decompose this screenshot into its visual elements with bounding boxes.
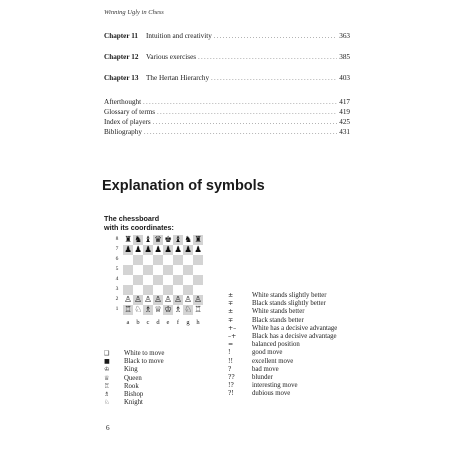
chess-piece-icon: ♘ <box>134 305 142 315</box>
chess-piece-icon: ♟ <box>184 245 192 255</box>
toc-entry-index-of-players[interactable] <box>104 118 350 128</box>
rank-label: 6 <box>115 256 119 262</box>
toc-entry-bibliography[interactable] <box>104 128 350 138</box>
toc-leader-dots <box>143 98 337 108</box>
toc-entry-afterthought[interactable] <box>104 98 350 108</box>
chessboard <box>123 235 203 315</box>
chess-piece-icon: ♘ <box>184 305 192 315</box>
board-square <box>123 265 133 275</box>
black-to-move-icon: ■ <box>104 358 110 366</box>
evaluation-legend-item <box>228 366 337 374</box>
evaluation-symbol: –+ <box>228 333 237 341</box>
chess-piece-icon: ♙ <box>174 295 182 305</box>
evaluation-text: White stands slightly better <box>252 292 327 299</box>
board-square <box>133 265 143 275</box>
evaluation-text: excellent move <box>252 357 294 365</box>
chess-piece-icon: ♝ <box>174 235 182 245</box>
legend-item-knight <box>104 399 164 407</box>
evaluation-symbol: ?? <box>228 374 235 382</box>
toc-page-number: 363 <box>339 32 350 40</box>
chess-piece-icon: ♕ <box>154 305 162 315</box>
board-square <box>153 285 163 295</box>
rank-label: 2 <box>115 296 119 302</box>
chess-piece-icon: ♙ <box>184 295 192 305</box>
rank-label: 7 <box>115 246 119 252</box>
rank-label: 5 <box>115 266 119 272</box>
legend-text: White to move <box>124 350 165 357</box>
file-label: g <box>186 319 190 326</box>
board-square <box>173 255 183 265</box>
board-caption-line: The chessboard <box>104 214 160 223</box>
chess-piece-icon: ♚ <box>164 235 172 245</box>
board-square <box>193 285 203 295</box>
evaluation-symbol: ∓ <box>228 300 234 308</box>
chess-piece-icon: ♟ <box>124 245 132 255</box>
legend-item-rook <box>104 383 164 391</box>
evaluation-text: White stands better <box>252 308 305 316</box>
board-square <box>123 255 133 265</box>
evaluation-legend <box>228 292 337 399</box>
chess-piece-icon: ♞ <box>184 235 192 245</box>
board-square <box>143 275 153 285</box>
board-square <box>133 285 143 295</box>
legend-text: Rook <box>124 382 139 390</box>
chess-piece-icon: ♖ <box>194 305 202 315</box>
toc-chapter-label: Chapter 11 <box>104 32 139 40</box>
board-square <box>153 265 163 275</box>
board-square <box>183 265 193 275</box>
board-square <box>143 285 153 295</box>
white-to-move-icon: ❑ <box>104 350 110 357</box>
chess-piece-icon: ♟ <box>144 245 152 255</box>
board-square <box>133 275 143 285</box>
toc-entry-chapter-12[interactable] <box>104 53 350 63</box>
knight-icon: ♘ <box>104 399 110 407</box>
toc-chapter-title: Various exercises <box>146 53 197 61</box>
rank-label: 4 <box>115 276 119 282</box>
evaluation-symbol: = <box>228 341 234 349</box>
evaluation-text: interesting move <box>252 382 298 390</box>
rank-label: 3 <box>115 286 119 292</box>
toc-leader-dots <box>214 32 337 42</box>
board-square <box>183 275 193 285</box>
legend-item-bishop <box>104 391 164 399</box>
board-square <box>143 265 153 275</box>
toc-page-number: 417 <box>339 98 350 106</box>
board-square <box>143 255 153 265</box>
evaluation-legend-item <box>228 374 337 382</box>
toc-entry-glossary[interactable] <box>104 108 350 118</box>
file-labels <box>123 319 203 327</box>
rank-label: 1 <box>115 306 119 312</box>
evaluation-legend-item <box>228 317 337 325</box>
bishop-icon: ♗ <box>104 391 110 399</box>
file-label: f <box>176 319 180 326</box>
legend-text: King <box>124 366 138 374</box>
running-head: Winning Ugly in Chess <box>104 9 164 16</box>
toc-leader-dots <box>144 128 337 138</box>
chess-piece-icon: ♝ <box>144 235 152 245</box>
file-label: d <box>156 319 160 326</box>
toc-chapter-label: Chapter 12 <box>104 53 139 61</box>
board-square <box>163 285 173 295</box>
toc-page-number: 425 <box>339 118 350 126</box>
legend-text: Bishop <box>124 391 144 399</box>
evaluation-legend-item <box>228 358 337 366</box>
chess-piece-icon: ♙ <box>154 295 162 305</box>
evaluation-legend-item <box>228 333 337 341</box>
board-square <box>153 255 163 265</box>
toc-entry-title: Bibliography <box>104 128 142 136</box>
board-square <box>173 275 183 285</box>
legend-item-king <box>104 366 164 374</box>
chess-piece-icon: ♗ <box>144 305 152 315</box>
chess-piece-icon: ♜ <box>124 235 132 245</box>
evaluation-symbol: ! <box>228 349 231 357</box>
evaluation-legend-item <box>228 382 337 390</box>
file-label: e <box>166 319 170 326</box>
board-square <box>193 275 203 285</box>
file-label: h <box>196 319 200 326</box>
evaluation-symbol: ? <box>228 365 232 373</box>
board-square <box>183 255 193 265</box>
evaluation-legend-item <box>228 300 337 308</box>
board-square <box>173 265 183 275</box>
evaluation-symbol: ± <box>228 308 234 316</box>
file-label: b <box>136 319 140 326</box>
chess-piece-icon: ♙ <box>124 295 132 305</box>
evaluation-symbol: ∓ <box>228 316 234 324</box>
toc-entry-chapter-11[interactable] <box>104 32 350 42</box>
queen-icon: ♕ <box>104 374 110 382</box>
toc-chapter-title: Intuition and creativity <box>146 32 212 40</box>
toc-entry-title: Index of players <box>104 118 151 126</box>
piece-legend <box>104 350 164 407</box>
toc-page-number: 419 <box>339 108 350 116</box>
chess-piece-icon: ♟ <box>134 245 142 255</box>
evaluation-symbol: !! <box>228 357 233 365</box>
board-square <box>183 285 193 295</box>
board-caption-line: with its coordinates: <box>104 223 174 232</box>
evaluation-text: White has a decisive advantage <box>252 324 338 332</box>
rook-icon: ♖ <box>104 382 110 390</box>
chess-piece-icon: ♙ <box>144 295 152 305</box>
evaluation-symbol: +– <box>228 324 237 332</box>
toc-page-number: 403 <box>339 74 350 82</box>
board-square <box>123 275 133 285</box>
evaluation-text: dubious move <box>252 390 291 398</box>
chess-piece-icon: ♖ <box>124 305 132 315</box>
toc-leader-dots <box>198 53 337 63</box>
legend-text: Knight <box>124 399 143 407</box>
toc-page-number: 385 <box>339 53 350 61</box>
legend-text: Black to move <box>124 358 164 366</box>
evaluation-text: Black stands slightly better <box>252 300 326 308</box>
board-square <box>123 285 133 295</box>
file-label: a <box>126 319 130 326</box>
page-number: 6 <box>106 424 110 432</box>
toc-entry-title: Afterthought <box>104 98 142 106</box>
toc-leader-dots <box>157 108 337 118</box>
evaluation-legend-item <box>228 292 337 300</box>
legend-item-queen <box>104 375 164 383</box>
chess-piece-icon: ♜ <box>194 235 202 245</box>
legend-item-black-to-move <box>104 358 164 366</box>
evaluation-text: bad move <box>252 365 279 373</box>
board-caption <box>104 214 244 232</box>
chess-piece-icon: ♟ <box>174 245 182 255</box>
chess-piece-icon: ♟ <box>194 245 202 255</box>
board-square <box>153 275 163 285</box>
king-icon: ♔ <box>104 366 110 374</box>
chess-piece-icon: ♙ <box>164 295 172 305</box>
board-square <box>193 255 203 265</box>
chess-piece-icon: ♞ <box>134 235 142 245</box>
chess-piece-icon: ♔ <box>164 305 172 315</box>
evaluation-text: Black stands better <box>252 316 304 324</box>
chess-piece-icon: ♙ <box>134 295 142 305</box>
section-heading: Explanation of symbols <box>102 178 265 194</box>
evaluation-text: good move <box>252 349 283 357</box>
evaluation-legend-item <box>228 341 337 349</box>
toc-chapter-title: The Hertan Hierarchy <box>146 74 210 82</box>
chess-piece-icon: ♙ <box>194 295 202 305</box>
board-square <box>163 275 173 285</box>
board-square <box>173 285 183 295</box>
toc-chapter-label: Chapter 13 <box>104 74 139 82</box>
board-square <box>133 255 143 265</box>
toc-leader-dots <box>211 74 337 84</box>
legend-text: Queen <box>124 374 142 382</box>
evaluation-text: blunder <box>252 374 273 382</box>
evaluation-text: Black has a decisive advantage <box>252 333 337 341</box>
evaluation-text: balanced position <box>252 341 300 349</box>
chess-piece-icon: ♟ <box>154 245 162 255</box>
evaluation-symbol: !? <box>228 382 234 390</box>
toc-entry-chapter-13[interactable] <box>104 74 350 84</box>
evaluation-symbol: ?! <box>228 390 234 398</box>
evaluation-legend-item <box>228 390 337 398</box>
toc-entry-title: Glossary of terms <box>104 108 156 116</box>
board-square <box>163 255 173 265</box>
chess-piece-icon: ♗ <box>174 305 182 315</box>
legend-item-white-to-move <box>104 350 164 358</box>
chess-piece-icon: ♟ <box>164 245 172 255</box>
toc-page-number: 431 <box>339 128 350 136</box>
chess-piece-icon: ♛ <box>154 235 162 245</box>
evaluation-legend-item <box>228 349 337 357</box>
toc-leader-dots <box>153 118 338 128</box>
board-square <box>163 265 173 275</box>
board-square <box>193 265 203 275</box>
evaluation-legend-item <box>228 325 337 333</box>
rank-label: 8 <box>115 236 119 242</box>
evaluation-legend-item <box>228 308 337 316</box>
file-label: c <box>146 319 150 326</box>
evaluation-symbol: ± <box>228 292 234 299</box>
